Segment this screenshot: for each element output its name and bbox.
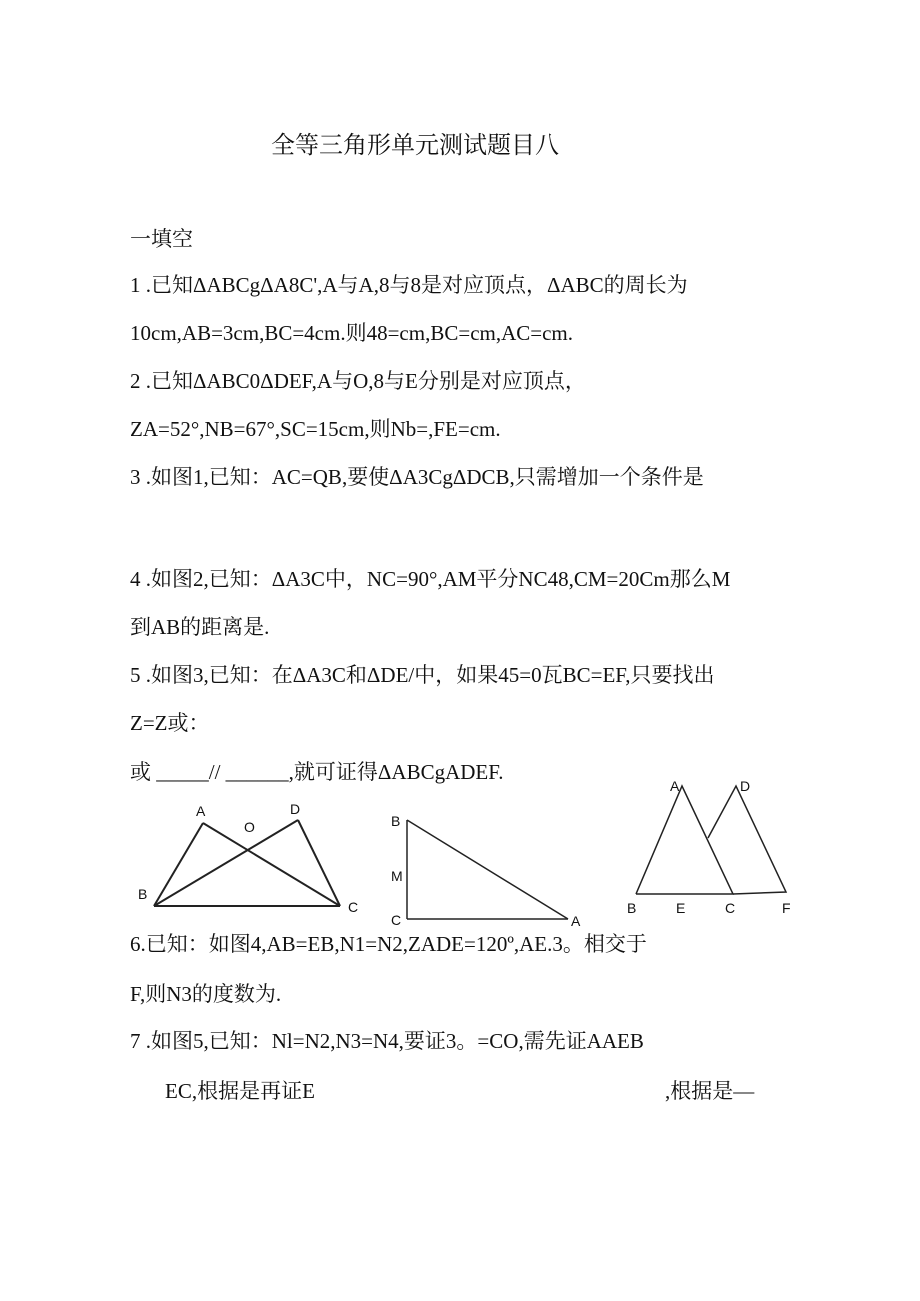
q5-line2: Z=Z或：: [130, 711, 210, 735]
segment-ba: [407, 820, 568, 919]
fig2-label-a: A: [571, 913, 581, 929]
fig3-label-e: E: [676, 900, 686, 916]
q6-line2: F,则N3的度数为.: [130, 982, 282, 1006]
fig1-label-a: A: [196, 803, 206, 819]
q6-line1: 6.已知：如图4,AB=EB,N1=N2,ZADE=120º,AE.3。相交于: [130, 932, 647, 956]
q7-line2-tail: ,根据是—: [665, 1079, 755, 1103]
fig3-label-d: D: [740, 778, 751, 794]
triangle-abc: [636, 786, 733, 894]
fig2-label-b: B: [391, 813, 401, 829]
fig3-label-a: A: [670, 778, 680, 794]
fig2-label-m: M: [391, 868, 403, 884]
fig1-label-d: D: [290, 801, 301, 817]
q7-line1: 7 .如图5,已知：Nl=N2,N3=N4,要证3。=CO,需先证AAEB: [130, 1029, 644, 1053]
q2-line1: 2 .已知ΔABC0ΔDEF,A与O,8与E分别是对应顶点，: [130, 369, 586, 393]
fig1-label-o: O: [244, 819, 255, 835]
fig3-label-b: B: [627, 900, 637, 916]
q1-line1: 1 .已知ΔABCgΔA8C',A与A,8与8是对应顶点，ΔABC的周长为: [130, 273, 688, 297]
q2-line2: ZA=52°,NB=67°,SC=15cm,则Nb=,FE=cm.: [130, 417, 501, 441]
figure-2: [388, 808, 588, 928]
section-heading: 一填空: [130, 227, 193, 251]
q5-line1: 5 .如图3,已知：在ΔA3C和ΔDE/中，如果45=0瓦BC=EF,只要找出: [130, 663, 715, 687]
q3-line1: 3 .如图1,已知：AC=QB,要使ΔA3CgΔDCB,只需增加一个条件是: [130, 465, 704, 489]
fig1-label-b: B: [138, 886, 148, 902]
fig2-label-c: C: [391, 912, 402, 928]
fig3-label-f: F: [782, 900, 791, 916]
triangle-def: [708, 786, 786, 894]
figure-1: [130, 790, 370, 920]
q4-line2: 到AB的距离是.: [130, 615, 270, 639]
segment-bd: [154, 820, 298, 906]
fig1-label-c: C: [348, 899, 359, 915]
q5-line3: 或 _____// ______,就可证得ΔABCgADEF.: [130, 760, 504, 784]
q7-line2: EC,根据是再证E: [165, 1079, 315, 1103]
fig3-label-c: C: [725, 900, 736, 916]
q1-line2: 10cm,AB=3cm,BC=4cm.则48=cm,BC=cm,AC=cm.: [130, 321, 574, 345]
page-title: 全等三角形单元测试题目八: [271, 131, 559, 159]
q4-line1: 4 .如图2,已知：ΔA3C中，NC=90°,AM平分NC48,CM=20Cm那么M: [130, 567, 731, 591]
segment-ab: [154, 823, 203, 906]
figure-3: [620, 780, 800, 920]
